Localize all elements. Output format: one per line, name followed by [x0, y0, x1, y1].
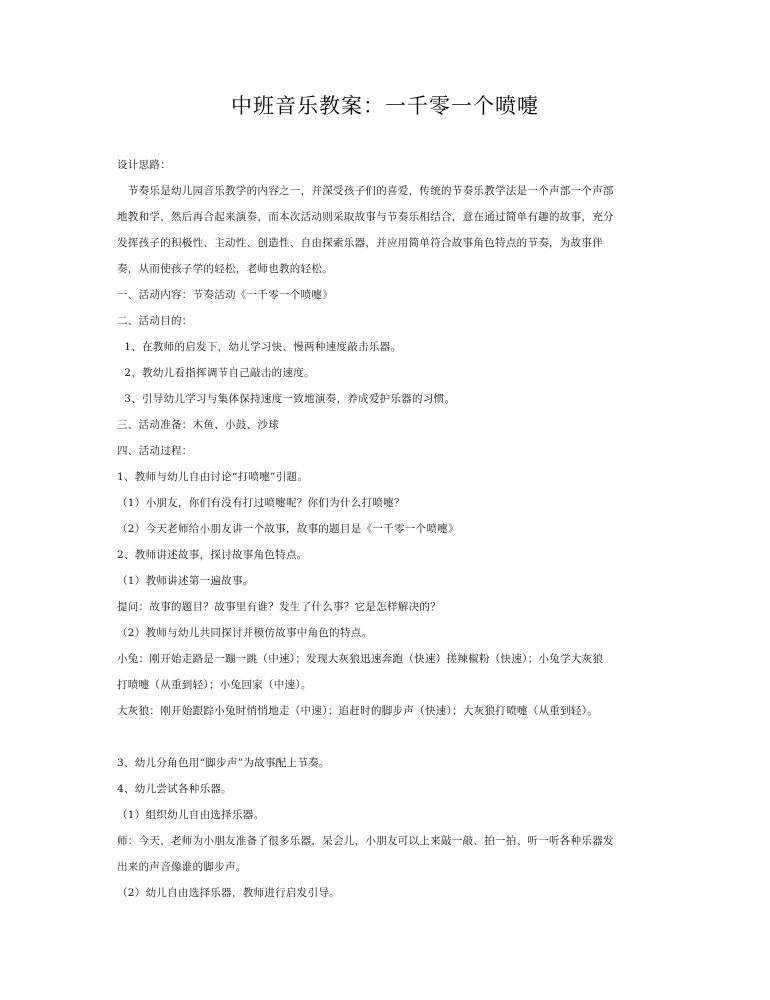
text-line: 三、活动准备：木鱼、小鼓、沙球 [117, 419, 279, 431]
text-line: 1、教师与幼儿自由讨论“打喷嚏”引题。 [117, 471, 309, 483]
text-line: 提问：故事的题目？故事里有谁？发生了什么事？它是怎样解决的？ [117, 601, 441, 613]
text-line: 出来的声音像谁的脚步声。 [117, 861, 247, 873]
text-line: 设计思路： [117, 159, 171, 171]
text-line: 节奏乐是幼儿园音乐教学的内容之一，并深受孩子们的喜爱，传统的节奏乐教学法是一个声部一个声部 [117, 185, 614, 197]
text-line: 3、幼儿分角色用“脚步声”为故事配上节奏。 [117, 757, 330, 769]
text-line: 奏，从而使孩子学的轻松，老师也教的轻松。 [117, 263, 333, 275]
document-body [117, 152, 662, 906]
text-line: 打喷嚏（从重到轻）；小兔回家（中速）。 [117, 679, 312, 691]
text-line: （1）教师讲述第一遍故事。 [117, 575, 254, 587]
text-line: 大灰狼：刚开始跟踪小兔时悄悄地走（中速）；追赶时的脚步声（快速）；大灰狼打喷嚏（从重到轻）。 [117, 705, 599, 717]
text-line: 1、在教师的启发下，幼儿学习快、慢两种速度敲击乐器。 [117, 341, 402, 353]
text-line: （1）小朋友，你们有没有打过喷嚏呢？你们为什么打喷嚏？ [117, 497, 405, 509]
text-line: 3、引导幼儿学习与集体保持速度一致地演奏，养成爱护乐器的习惯。 [117, 393, 456, 405]
text-line: 小兔：刚开始走路是一蹦一跳（中速）；发现大灰狼迅速奔跑（快速）搓辣椒粉（快速）；小兔学大灰狼 [117, 653, 604, 665]
text-line: 2、教师讲述故事，探讨故事角色特点。 [117, 549, 308, 561]
text-line: 地教和学，然后再合起来演奏，而本次活动则采取故事与节奏乐相结合，意在通过简单有趣的故事，充分 [117, 211, 614, 223]
text-line: （1）组织幼儿自由选择乐器。 [117, 809, 265, 821]
text-line: 4、幼儿尝试各种乐器。 [117, 783, 232, 795]
page-title: 中班音乐教案：一千零一个喷嚏 [231, 94, 539, 118]
text-line: （2）教师与幼儿共同探讨并模仿故事中角色的特点。 [117, 627, 373, 639]
text-line: （2）今天老师给小朋友讲一个故事，故事的题目是《一千零一个喷嚏》 [117, 523, 459, 535]
text-line: 二、活动目的： [117, 315, 193, 327]
text-line: 发挥孩子的积极性、主动性、创造性、自由探索乐器，并应用简单符合故事角色特点的节奏，为故事伴 [117, 237, 603, 249]
text-line: 一、活动内容：节奏活动《一千零一个喷嚏》 [117, 289, 333, 301]
text-line: （2）幼儿自由选择乐器，教师进行启发引导。 [117, 887, 340, 899]
text-line: 四、活动过程： [117, 445, 193, 457]
text-line: 师：今天，老师为小朋友准备了很多乐器，呆会儿，小朋友可以上来敲一敲、拍一拍、听一听各种乐器发 [117, 835, 614, 847]
blank-line [117, 724, 662, 750]
text-line: 2、教幼儿看指挥调节自己敲击的速度。 [117, 367, 315, 379]
